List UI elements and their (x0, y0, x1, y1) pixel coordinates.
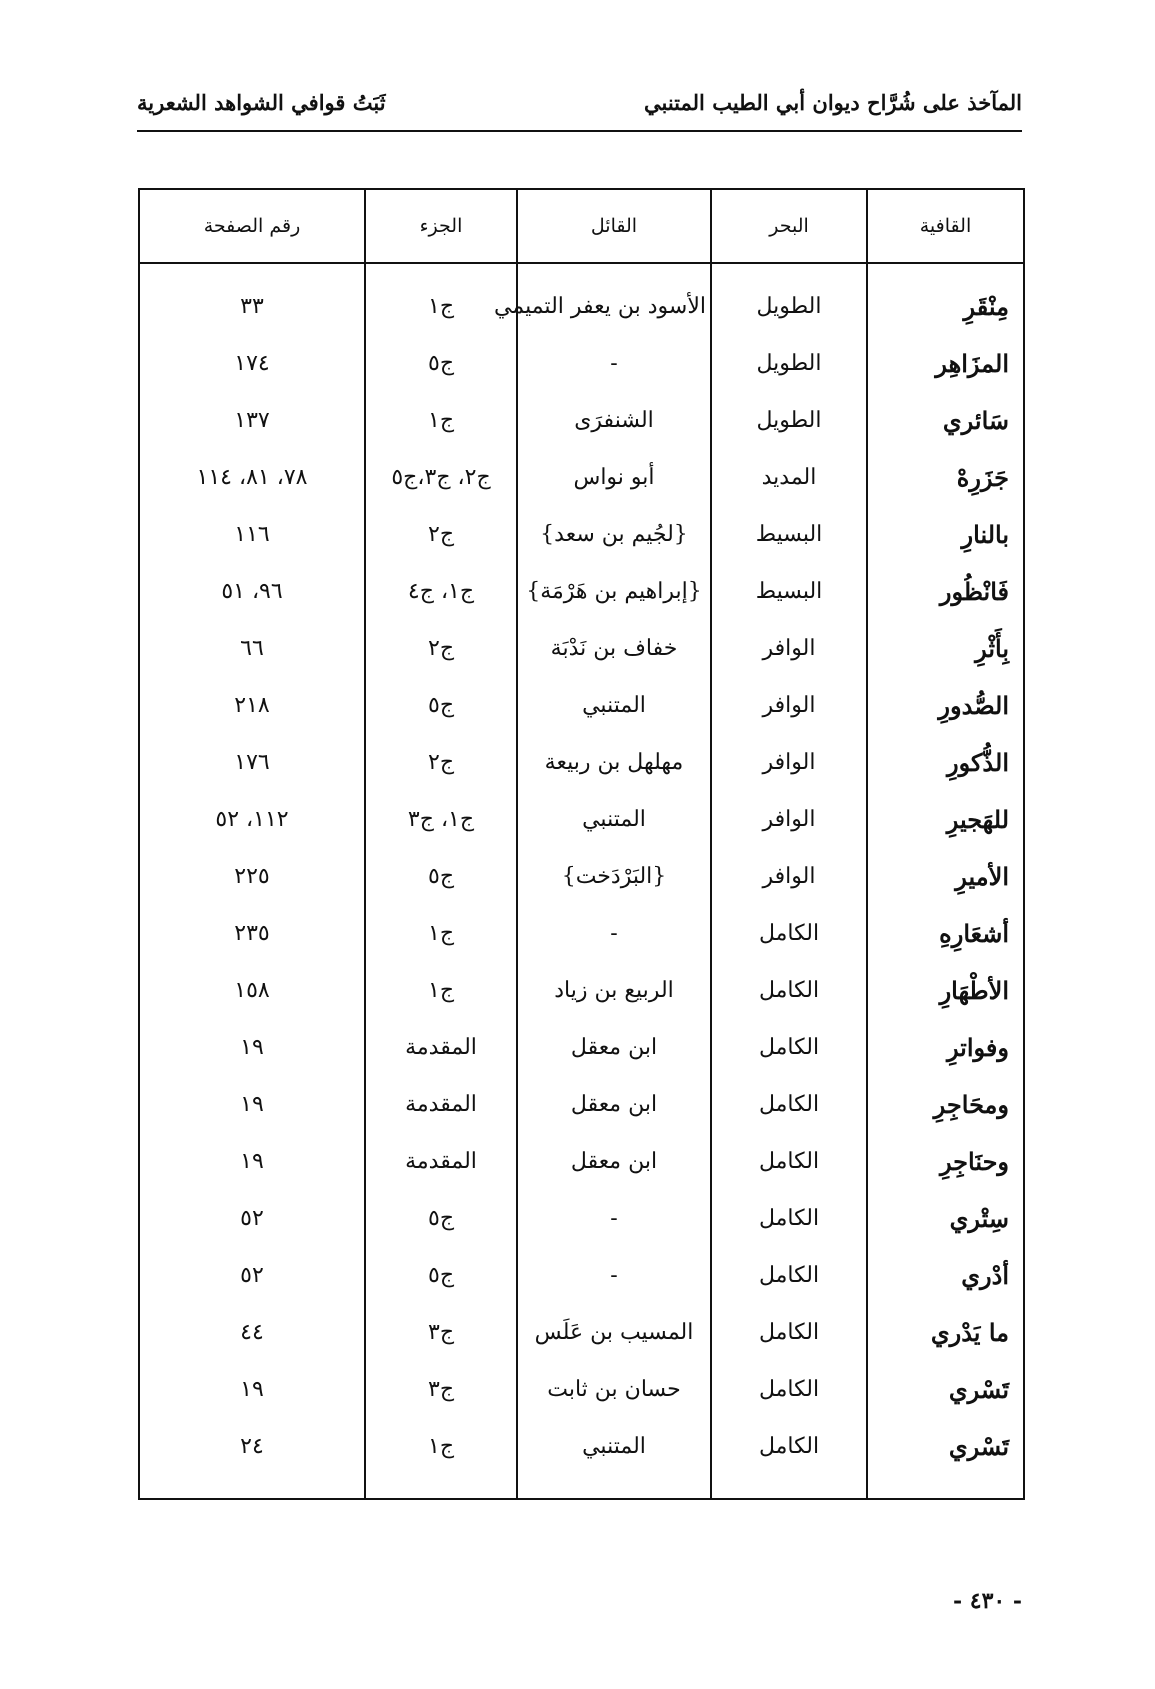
cell-poet: حسان بن ثابت (517, 1361, 711, 1418)
cell-rhyme: الذُّكورِ (867, 734, 1023, 791)
table-row (140, 1304, 1023, 1361)
cell-volume: ج١ (365, 392, 517, 449)
cell-poet: ابن معقل (517, 1133, 711, 1190)
cell-meter: الوافر (711, 734, 867, 791)
cell-meter: الطويل (711, 335, 867, 392)
cell-meter: الكامل (711, 1361, 867, 1418)
cell-page: ٢٤ (240, 1434, 264, 1459)
table-row (140, 1133, 1023, 1190)
empty-cell (140, 1475, 365, 1498)
cell-rhyme: سَائري (867, 392, 1023, 449)
cell-page: ١٩ (240, 1377, 264, 1402)
table-row (140, 962, 1023, 1019)
cell-page: ٤٤ (240, 1320, 264, 1345)
cell-meter: الوافر (711, 677, 867, 734)
table-row (140, 506, 1023, 563)
cell-meter: الكامل (711, 1076, 867, 1133)
cell-meter: البسيط (711, 506, 867, 563)
cell-rhyme: الأميرِ (867, 848, 1023, 905)
cell-volume: ج٥ (365, 335, 517, 392)
table-row (140, 677, 1023, 734)
table-row (140, 449, 1023, 506)
cell-poet: المتنبي (517, 1418, 711, 1475)
cell-volume: المقدمة (365, 1133, 517, 1190)
cell-page: ١٣٧ (234, 408, 270, 433)
table-row (140, 905, 1023, 962)
rhymes-table-frame (138, 188, 1025, 1500)
cell-page: ٥٢ (240, 1263, 264, 1288)
rhymes-table (140, 190, 1023, 1498)
cell-meter: الوافر (711, 848, 867, 905)
column-header-page: رقم الصفحة (140, 190, 365, 263)
cell-page: ٢٣٥ (234, 921, 270, 946)
cell-meter: الكامل (711, 905, 867, 962)
cell-meter: الطويل (711, 263, 867, 335)
section-title: ثَبَتُ قوافي الشواهد الشعرية (137, 90, 386, 115)
empty-cell (365, 1475, 517, 1498)
cell-poet: {إبراهيم بن هَرْمَة} (517, 563, 711, 620)
cell-volume: ج٥ (365, 1190, 517, 1247)
cell-rhyme: بالنارِ (867, 506, 1023, 563)
cell-page: ٥٢ (240, 1206, 264, 1231)
cell-poet: - (517, 1247, 711, 1304)
cell-page: ٩٦، ٥١ (221, 579, 283, 604)
cell-poet: الأسود بن يعفر التميمي (517, 263, 711, 335)
cell-page: ١٩ (240, 1035, 264, 1060)
cell-page: ٢١٨ (234, 693, 270, 718)
table-header (140, 190, 1023, 263)
cell-rhyme: الصُّدورِ (867, 677, 1023, 734)
column-header-poet: القائل (517, 190, 711, 263)
cell-page: ١٧٤ (234, 351, 270, 376)
cell-meter: الطويل (711, 392, 867, 449)
cell-meter: الوافر (711, 620, 867, 677)
table-row (140, 1247, 1023, 1304)
table-row (140, 1361, 1023, 1418)
table-bottom-spacer (140, 1475, 1023, 1498)
cell-poet: المتنبي (517, 677, 711, 734)
cell-rhyme: أشعَارِهِ (867, 905, 1023, 962)
cell-meter: الوافر (711, 791, 867, 848)
cell-page: ١٥٨ (234, 978, 270, 1003)
table-row (140, 563, 1023, 620)
cell-page: ٢٢٥ (234, 864, 270, 889)
table-row (140, 1190, 1023, 1247)
cell-poet: {لجُيم بن سعد} (517, 506, 711, 563)
cell-poet: المتنبي (517, 791, 711, 848)
cell-page: ٧٨، ٨١، ١١٤ (196, 465, 308, 490)
running-header (137, 86, 1022, 132)
cell-volume: ج١ (365, 263, 517, 335)
cell-rhyme: الأطْهَارِ (867, 962, 1023, 1019)
cell-page: ٣٣ (240, 294, 264, 319)
empty-cell (711, 1475, 867, 1498)
cell-meter: الكامل (711, 1304, 867, 1361)
table-row (140, 734, 1023, 791)
cell-volume: ج٢ (365, 620, 517, 677)
table-row (140, 392, 1023, 449)
cell-volume: ج٢، ج٣،ج٥ (365, 449, 517, 506)
cell-page: ١١٢، ٥٢ (215, 807, 289, 832)
cell-poet: {البَرْدَخت} (517, 848, 711, 905)
cell-volume: ج٥ (365, 1247, 517, 1304)
cell-volume: ج١ (365, 905, 517, 962)
table-row (140, 263, 1023, 335)
cell-poet: ابن معقل (517, 1076, 711, 1133)
cell-volume: ج٥ (365, 677, 517, 734)
cell-rhyme: وحنَاجِرِ (867, 1133, 1023, 1190)
cell-rhyme: فَانْظُور (867, 563, 1023, 620)
cell-poet: - (517, 905, 711, 962)
cell-poet: الشنفرَى (517, 392, 711, 449)
cell-volume: المقدمة (365, 1076, 517, 1133)
column-header-volume: الجزء (365, 190, 517, 263)
table-row (140, 1019, 1023, 1076)
cell-volume: ج١، ج٣ (365, 791, 517, 848)
column-header-rhyme: القافية (867, 190, 1023, 263)
empty-cell (517, 1475, 711, 1498)
cell-rhyme: المزَاهِر (867, 335, 1023, 392)
cell-poet: مهلهل بن ربيعة (517, 734, 711, 791)
column-header-meter: البحر (711, 190, 867, 263)
cell-page: ١٩ (240, 1092, 264, 1117)
table-row (140, 1418, 1023, 1475)
cell-volume: ج٢ (365, 734, 517, 791)
cell-page: ١١٦ (234, 522, 270, 547)
cell-page: ١٧٦ (234, 750, 270, 775)
cell-rhyme: تَسْري (867, 1418, 1023, 1475)
empty-cell (867, 1475, 1023, 1498)
cell-meter: الكامل (711, 1133, 867, 1190)
table-row (140, 791, 1023, 848)
table-row (140, 1076, 1023, 1133)
cell-volume: ج٣ (365, 1304, 517, 1361)
cell-poet: الربيع بن زياد (517, 962, 711, 1019)
table-row (140, 620, 1023, 677)
cell-poet: خفاف بن نَدْبَة (517, 620, 711, 677)
cell-volume: ج٥ (365, 848, 517, 905)
cell-poet: - (517, 1190, 711, 1247)
cell-volume: ج١، ج٤ (365, 563, 517, 620)
table-row (140, 848, 1023, 905)
cell-rhyme: وفواترِ (867, 1019, 1023, 1076)
table-body (140, 263, 1023, 1498)
cell-volume: ج٢ (365, 506, 517, 563)
cell-rhyme: ما يَدْري (867, 1304, 1023, 1361)
cell-volume: ج١ (365, 962, 517, 1019)
cell-meter: الكامل (711, 1019, 867, 1076)
cell-rhyme: سِتْري (867, 1190, 1023, 1247)
cell-volume: ج٣ (365, 1361, 517, 1418)
cell-meter: الكامل (711, 1418, 867, 1475)
cell-volume: المقدمة (365, 1019, 517, 1076)
cell-rhyme: للهَجيرِ (867, 791, 1023, 848)
page-number: - ٤٣٠ - (952, 1588, 1022, 1614)
cell-rhyme: بِأَثْرِ (867, 620, 1023, 677)
cell-rhyme: جَزَرِهْ (867, 449, 1023, 506)
cell-meter: الكامل (711, 1247, 867, 1304)
cell-rhyme: أدْري (867, 1247, 1023, 1304)
cell-poet: أبو نواس (517, 449, 711, 506)
cell-meter: الكامل (711, 962, 867, 1019)
book-title: المآخذ على شُرَّاح ديوان أبي الطيب المتنبي (644, 90, 1022, 115)
table-row (140, 335, 1023, 392)
cell-rhyme: تَسْري (867, 1361, 1023, 1418)
cell-poet: - (517, 335, 711, 392)
cell-volume: ج١ (365, 1418, 517, 1475)
cell-meter: المديد (711, 449, 867, 506)
cell-poet: المسيب بن عَلَس (517, 1304, 711, 1361)
cell-meter: الكامل (711, 1190, 867, 1247)
cell-poet: ابن معقل (517, 1019, 711, 1076)
cell-page: ٦٦ (240, 636, 264, 661)
cell-page: ١٩ (240, 1149, 264, 1174)
cell-meter: البسيط (711, 563, 867, 620)
cell-rhyme: مِنْقَرِ (867, 263, 1023, 335)
cell-rhyme: ومحَاجِرِ (867, 1076, 1023, 1133)
